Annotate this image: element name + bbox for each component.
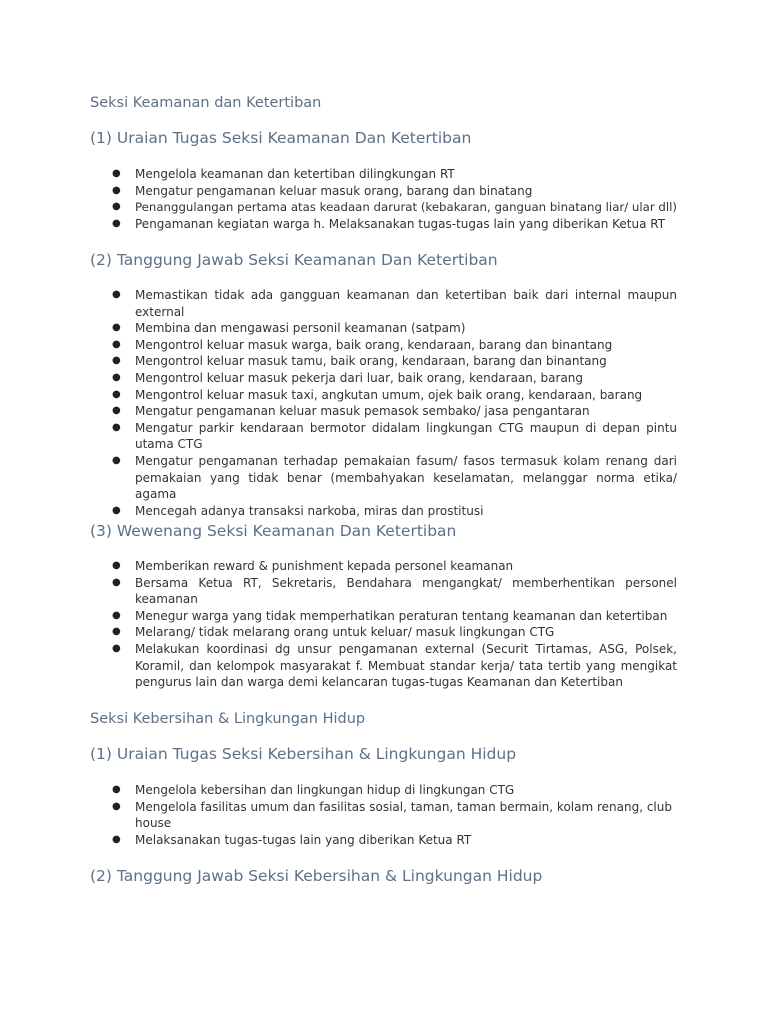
list-item: ● Mengatur pengamanan keluar masuk orang, barang dan binatang: [112, 183, 533, 198]
list-item: ● Pengamanan kegiatan warga h. Melaksanakan tugas-tugas lain yang diberikan Ketua RT: [112, 216, 666, 231]
list-item: ● Mengatur pengamanan terhadap pemakaian fasum/ fasos termasuk kolam renang dari pemakaian yang tidak benar (membahyakan keselamatan, melanggar norma etika/ agama: [112, 453, 677, 502]
subsection-title-tanggung-jawab-kebersihan: (2) Tanggung Jawab Seksi Kebersihan & Lingkungan Hidup: [90, 867, 543, 885]
bullet-icon: ●: [112, 626, 121, 638]
bullet-icon: ●: [112, 800, 121, 812]
list-item: ● Memberikan reward & punishment kepada personel keamanan: [112, 559, 514, 573]
bullet-icon: ●: [112, 371, 121, 383]
list-wewenang-keamanan: [112, 558, 677, 691]
list-uraian-tugas-kebersihan: [112, 782, 677, 848]
bullet-icon: ●: [112, 184, 121, 196]
list-item: ● Melakukan koordinasi dg unsur pengamanan external (Securit Tirtamas, ASG, Polsek, Koramil, dan kelompok masyarakat f. Membuat standar kerja/ tata tertib yang mengikat pengurus lain dan warga demi kelancaran tugas-tugas Keamanan dan Ketertiban: [112, 641, 677, 690]
list-item: ● Melaksanakan tugas-tugas lain yang diberikan Ketua RT: [112, 832, 472, 847]
bullet-icon: ●: [112, 289, 121, 300]
list-tanggung-jawab-keamanan: [112, 287, 677, 519]
list-item: ● Mengatur parkir kendaraan bermotor didalam lingkungan CTG maupun di depan pintu utama CTG: [112, 420, 677, 452]
bullet-icon: ●: [112, 454, 121, 466]
bullet-icon: ●: [112, 421, 121, 433]
bullet-icon: ●: [112, 784, 121, 795]
list-item: ● Menegur warga yang tidak memperhatikan peraturan tentang keamanan dan ketertiban: [112, 608, 668, 623]
bullet-icon: ●: [112, 322, 121, 334]
list-item: ● Mengontrol keluar masuk warga, baik orang, kendaraan, barang dan binantang: [112, 337, 613, 352]
list-item: ● Mengelola fasilitas umum dan fasilitas sosial, taman, taman bermain, kolam renang, club house: [112, 799, 672, 831]
list-item: ● Penanggulangan pertama atas keadaan darurat (kebakaran, ganguan binatang liar/ ular dll): [112, 200, 677, 215]
bullet-icon: ●: [112, 833, 121, 845]
section-title-keamanan: Seksi Keamanan dan Ketertiban: [90, 95, 322, 111]
list-item: ● Mengelola kebersihan dan lingkungan hidup di lingkungan CTG: [112, 783, 515, 797]
list-item: ● Membina dan mengawasi personil keamanan (satpam): [112, 321, 466, 336]
bullet-icon: ●: [112, 355, 121, 367]
bullet-icon: ●: [112, 609, 121, 621]
bullet-icon: ●: [112, 201, 121, 213]
list-item: ● Bersama Ketua RT, Sekretaris, Bendahara mengangkat/ memberhentikan personel keamanan: [112, 575, 677, 607]
list-item: ● Mengatur pengamanan keluar masuk pemasok sembako/ jasa pengantaran: [112, 404, 590, 419]
list-item: ● Memastikan tidak ada gangguan keamanan dan ketertiban baik dari internal maupun external: [112, 288, 677, 319]
bullet-icon: ●: [112, 504, 121, 516]
bullet-icon: ●: [112, 168, 121, 179]
bullet-icon: ●: [112, 576, 121, 588]
subsection-title-uraian-tugas-keamanan: (1) Uraian Tugas Seksi Keamanan Dan Ketertiban: [90, 129, 472, 147]
subsection-title-wewenang-keamanan: (3) Wewenang Seksi Keamanan Dan Ketertiban: [90, 522, 457, 540]
list-item: ● Mengontrol keluar masuk tamu, baik orang, kendaraan, barang dan binantang: [112, 354, 607, 369]
list-item: ● Melarang/ tidak melarang orang untuk keluar/ masuk lingkungan CTG: [112, 625, 555, 640]
bullet-icon: ●: [112, 338, 121, 350]
bullet-icon: ●: [112, 560, 121, 571]
list-item: ● Mengontrol keluar masuk taxi, angkutan umum, ojek baik orang, kendaraan, barang: [112, 387, 643, 402]
bullet-icon: ●: [112, 217, 121, 229]
list-item: ● Mencegah adanya transaksi narkoba, miras dan prostitusi: [112, 503, 484, 518]
subsection-title-tanggung-jawab-keamanan: (2) Tanggung Jawab Seksi Keamanan Dan Ketertiban: [90, 251, 498, 269]
list-item: ● Mengelola keamanan dan ketertiban dilingkungan RT: [112, 167, 455, 181]
section-title-kebersihan: Seksi Kebersihan & Lingkungan Hidup: [90, 711, 366, 727]
bullet-icon: ●: [112, 388, 121, 400]
list-uraian-tugas-keamanan: [112, 166, 677, 232]
bullet-icon: ●: [112, 642, 121, 654]
list-item: ● Mengontrol keluar masuk pekerja dari luar, baik orang, kendaraan, barang: [112, 370, 584, 385]
bullet-icon: ●: [112, 405, 121, 417]
subsection-title-uraian-tugas-kebersihan: (1) Uraian Tugas Seksi Kebersihan & Lingkungan Hidup: [90, 745, 517, 763]
